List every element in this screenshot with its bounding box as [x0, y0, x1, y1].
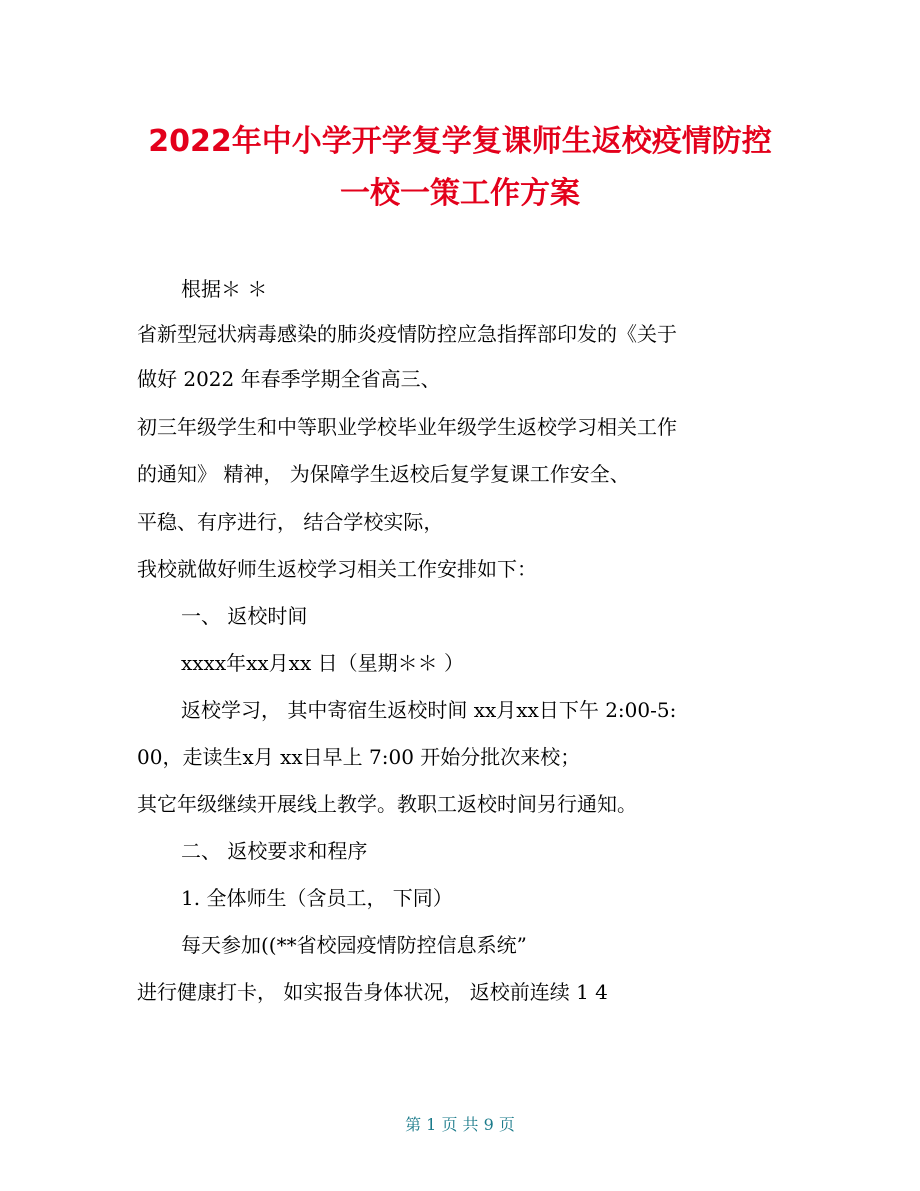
body-line: 平稳、有序进行， 结合学校实际， — [137, 510, 444, 534]
body-line: 省新型冠状病毒感染的肺炎疫情防控应急指挥部印发的《关于 — [137, 322, 677, 346]
document-title-line-2: 一校一策工作方案 — [340, 176, 580, 211]
body-line: 返校学习， 其中寄宿生返校时间 xx月xx日下午 2:00-5: — [181, 698, 677, 722]
body-line: 每天参加((**省校园疫情防控信息系统” — [181, 933, 527, 957]
document-title-line-1: 2022年中小学开学复学复课师生返校疫情防控 — [148, 124, 772, 159]
body-line: 进行健康打卡， 如实报告身体状况， 返校前连续 1 4 — [137, 980, 608, 1004]
body-line: 其它年级继续开展线上教学。教职工返校时间另行通知。 — [137, 792, 637, 816]
body-line: 初三年级学生和中等职业学校毕业年级学生返校学习相关工作 — [137, 415, 677, 439]
body-line: 00，走读生x月 xx日早上 7:00 开始分批次来校； — [137, 745, 581, 769]
page-number-footer: 第 1 页 共 9 页 — [405, 1115, 515, 1134]
body-line: 1. 全体师生（含员工， 下同） — [181, 886, 453, 910]
body-line: 做好 2022 年春季学期全省高三、 — [137, 367, 441, 391]
body-line: xxxx年xx月xx 日（星期＊＊ ） — [181, 651, 464, 675]
body-line: 的通知》 精神， 为保障学生返校后复学复课工作安全、 — [137, 462, 630, 486]
section-heading: 二、 返校要求和程序 — [181, 839, 368, 863]
section-heading: 一、 返校时间 — [181, 604, 308, 628]
body-line: 根据＊ ＊ — [181, 277, 268, 301]
body-line: 我校就做好师生返校学习相关工作安排如下： — [137, 557, 537, 581]
